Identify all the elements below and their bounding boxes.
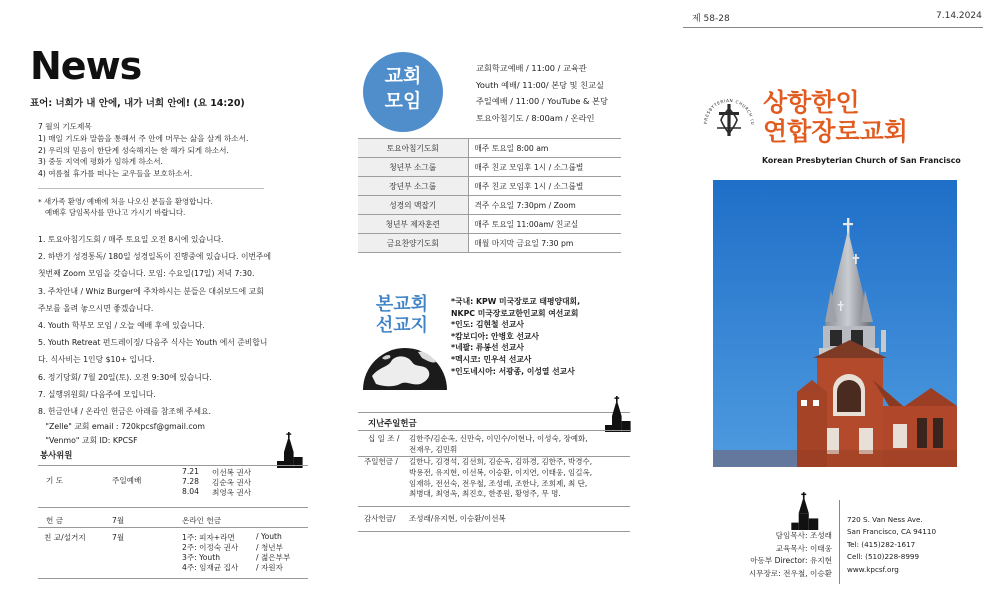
meeting-name: 청년부 소그룹 (358, 158, 468, 177)
staff-line: 시무장로: 전우철, 이승환 (748, 568, 832, 578)
service-date: 8.04 (182, 487, 199, 496)
phone-line: Tel: (415)282-1617 (847, 539, 916, 549)
offering-names-line: 전재우, 김민휘 (409, 444, 458, 454)
service-date: 7.28 (182, 477, 199, 486)
mission-line: *인도: 김현철 선교사 (451, 320, 524, 330)
bulletin-date: 7.14.2024 (936, 11, 982, 21)
fellowship-group: / 자원자 (256, 563, 283, 572)
announcement-line: 첫번째 Zoom 모임을 갖습니다. 모임: 수요일(17일) 저녁 7:30. (38, 269, 255, 279)
service-date: 7.21 (182, 467, 199, 476)
church-silhouette-icon (276, 430, 304, 468)
mission-line: *네팔: 류봉선 선교사 (451, 343, 524, 353)
fellowship-week: 2주: 이정숙 권사 (182, 543, 239, 552)
worship-line: 토요아침기도 / 8:00am / 온라인 (476, 112, 595, 123)
announcement-line: 다. 식사비는 1인당 $10+ 입니다. (38, 355, 155, 365)
service-offering-desc: 온라인 헌금 (182, 516, 222, 525)
announcements (38, 231, 271, 448)
pcusa-seal-logo (699, 90, 759, 150)
mission-line: NKPC 미국장로교한인교회 여선교회 (451, 308, 579, 318)
fellowship-group: / 청년부 (256, 543, 283, 552)
announcement-line: 5. Youth Retreat 펀드레이징/ 다음주 식사는 Youth 에서 준비합니 (38, 338, 268, 348)
church-name-line: 상항한인 (763, 88, 860, 117)
sunday-offering-names (409, 457, 592, 500)
tithe-label: 십 일 조 / (368, 434, 400, 443)
meeting-name: 금요찬양기도회 (358, 234, 468, 253)
service-prayer-type: 주일예배 (112, 476, 142, 485)
announcement-line: 1. 토요아침기도회 / 매주 토요일 오전 8시에 있습니다. (38, 235, 224, 244)
meeting-name: 청년부 제자훈련 (358, 215, 468, 234)
staff-list (712, 530, 832, 580)
missions-list (451, 296, 580, 377)
staff-line: 교육목사: 이태웅 (775, 543, 832, 553)
service-name: 김순옥 권사 (212, 478, 252, 487)
prayer-title: 7 월의 기도제목 (38, 122, 92, 131)
worship-badge-line: 교회 (384, 65, 422, 87)
offering-names-line: 박용전, 유지현, 이선복, 이승환, 이지연, 이태웅, 임길옥, (409, 467, 593, 477)
staff-line: 담임목사: 조성래 (775, 531, 832, 540)
footer-divider (839, 500, 840, 584)
meeting-time: 매월 마지막 금요일 7:30 pm (468, 234, 621, 253)
announcement-line: 6. 정기당회/ 7월 20일(토). 오전 9:30에 있습니다. (38, 372, 212, 382)
worship-badge (363, 52, 443, 132)
mission-line: *멕시코: 민우석 선교사 (451, 354, 532, 364)
prayer-item: 2) 우리의 믿음이 한단계 성숙해지는 한 해가 되게 하소서. (38, 145, 229, 155)
church-name-line: 연합장로교회 (763, 117, 908, 146)
church-building-photo (713, 180, 957, 467)
address-line: San Francisco, CA 94110 (847, 527, 937, 537)
service-label: 봉사위원 (40, 450, 73, 460)
offering-names-line: 김한주/김순옥, 신만숙, 이민수/이현나, 이성숙, 장예화, (409, 434, 588, 443)
offering-rule (358, 506, 630, 507)
tithe-names (409, 434, 588, 456)
announcement-line: 4. Youth 학부모 모임 / 오늘 예배 후에 있습니다. (38, 321, 205, 331)
church-address (847, 514, 936, 576)
missions-title (362, 294, 442, 336)
fellowship-week: 3주: Youth (182, 553, 221, 562)
issue-number: 제 58-28 (692, 14, 730, 24)
fellowship-group: / 젊은부부 (256, 553, 291, 562)
announcement-line: 2. 하반기 성경통독/ 180일 성경일독이 진행중에 있습니다. 이번주에 (38, 252, 272, 262)
worship-badge-line: 모임 (384, 90, 422, 112)
church-silhouette-icon (790, 490, 820, 530)
church-silhouette-icon (604, 394, 632, 432)
meeting-time: 매주 토요일 8:00 am (468, 139, 621, 158)
worship-line: 교회학교예배 / 11:00 / 교육관 (476, 63, 587, 73)
address-line: 720 S. Van Ness Ave. (847, 515, 923, 524)
prayer-topics (38, 121, 248, 180)
table-row (358, 215, 621, 234)
announcement-line: "Zelle" 교회 email : 720kpcsf@gmail.com (38, 422, 206, 432)
meeting-name: 장년부 소그룹 (358, 177, 468, 196)
service-name: 최영옥 권사 (212, 488, 252, 497)
announcement-line: 8. 헌금안내 / 온라인 헌금은 아래를 참조해 주세요. (38, 407, 211, 417)
service-offering-role: 헌 금 (46, 516, 64, 525)
meeting-time: 격주 수요일 7:30pm / Zoom (468, 196, 621, 215)
staff-line: 아동부 Director: 유지현 (750, 556, 832, 566)
worship-times (476, 60, 608, 126)
service-divider-top (38, 465, 308, 466)
service-divider-bottom (38, 578, 308, 579)
offering-names-line: 임재하, 전선숙, 전우철, 조성래, 조한나, 조희제, 최 단, (409, 478, 588, 488)
church-name-english: Korean Presbyterian Church of San Francisco (762, 156, 961, 165)
meeting-name: 토요아침기도회 (358, 139, 468, 158)
announcement-line: 7. 실행위원회/ 다음주에 모입니다. (38, 389, 156, 399)
meeting-time: 매주 토요일 11:00am/ 친교실 (468, 215, 621, 234)
mission-line: *인도네시아: 서광종, 이성열 선교사 (451, 366, 575, 376)
prayer-divider (38, 188, 264, 189)
service-divider-low (38, 527, 308, 528)
seal-text: PRESBYTERIAN CHURCH (U (702, 97, 756, 126)
welcome-line: * 새가족 환영/ 예배에 처음 나오신 분들을 환영합니다. (38, 197, 213, 206)
mission-line: *국내: KPW 미국장로교 태평양대회, (451, 297, 581, 306)
website-link[interactable]: www.kpcsf.org (847, 564, 899, 574)
meeting-time: 매주 친교 모임후 1시 / 소그룹별 (468, 177, 621, 196)
prayer-item: 4) 여름철 휴가를 떠나는 교우들을 보호하소서. (38, 169, 193, 179)
news-title: News (30, 44, 142, 88)
sunday-offering-label: 주일헌금 / (364, 457, 398, 466)
welcome-note (38, 196, 213, 218)
service-prayer-role: 기 도 (46, 476, 64, 485)
mission-line: *캄보디아: 안병호 선교사 (451, 331, 539, 341)
table-row (358, 177, 621, 196)
meeting-name: 성경의 맥잡기 (358, 196, 468, 215)
service-fellowship-role: 친 교/설거지 (44, 533, 86, 542)
fellowship-week: 1주: 피자+라면 (182, 533, 235, 542)
church-name-korean (763, 88, 908, 146)
fellowship-week: 4주: 임재균 집사 (182, 563, 239, 572)
service-name: 이선복 권사 (212, 468, 252, 477)
cell-line: Cell: (510)228-8999 (847, 552, 920, 562)
header-divider (683, 27, 983, 28)
meeting-schedule (358, 138, 621, 253)
table-row (358, 196, 621, 215)
offering-names-line: 길한나, 김경석, 김선희, 김순옥, 김하경, 김한주, 박경수, (409, 457, 593, 466)
welcome-line: 예배후 담임목사를 만나고 가시기 바랍니다. (38, 208, 186, 217)
prayer-item: 3) 중동 지역에 평화가 임하게 하소서. (38, 157, 163, 167)
offering-bottom-rule (358, 531, 630, 532)
missions-title-line: 선교지 (375, 315, 429, 336)
offering-names-line: 최병대, 최영옥, 최진호, 한종원, 황영주, 무 명. (409, 489, 561, 499)
table-row (358, 234, 621, 253)
fellowship-group: / Youth (256, 532, 282, 541)
table-row (358, 158, 621, 177)
table-row (358, 139, 621, 158)
service-fellowship-month: 7월 (112, 533, 125, 542)
thanks-offering-label: 감사헌금/ (364, 514, 396, 523)
thanks-offering-names: 조성래/유지현, 이승환/이선복 (409, 514, 506, 523)
motto: 표어: 너희가 내 안에, 내가 너희 안에! (요 14:20) (30, 98, 245, 109)
meeting-time: 매주 친교 모임후 1시 / 소그룹별 (468, 158, 621, 177)
worship-line: 주일예배 / 11:00 / YouTube & 본당 (476, 96, 608, 106)
announcement-line: 3. 주차안내 / Whiz Burger에 주차하시는 분들은 대쉬보드에 교회 (38, 286, 264, 296)
offering-title: 지난주일헌금 (368, 418, 417, 428)
prayer-item: 1) 매일 기도와 말씀을 통해서 주 안에 머무는 삶을 살게 하소서. (38, 133, 249, 143)
globe-icon (362, 346, 448, 390)
announcement-line: 주보를 올려 놓으시면 좋겠습니다. (38, 303, 154, 313)
service-offering-month: 7월 (112, 516, 125, 525)
offering-top-rule (358, 412, 630, 413)
announcement-line: "Venmo" 교회 ID: KPCSF (38, 436, 138, 446)
worship-line: Youth 예배/ 11:00/ 본당 및 친교실 (476, 79, 604, 90)
missions-title-line: 본교회 (375, 294, 429, 315)
service-divider-mid (38, 507, 308, 508)
offering-rule (358, 430, 630, 431)
